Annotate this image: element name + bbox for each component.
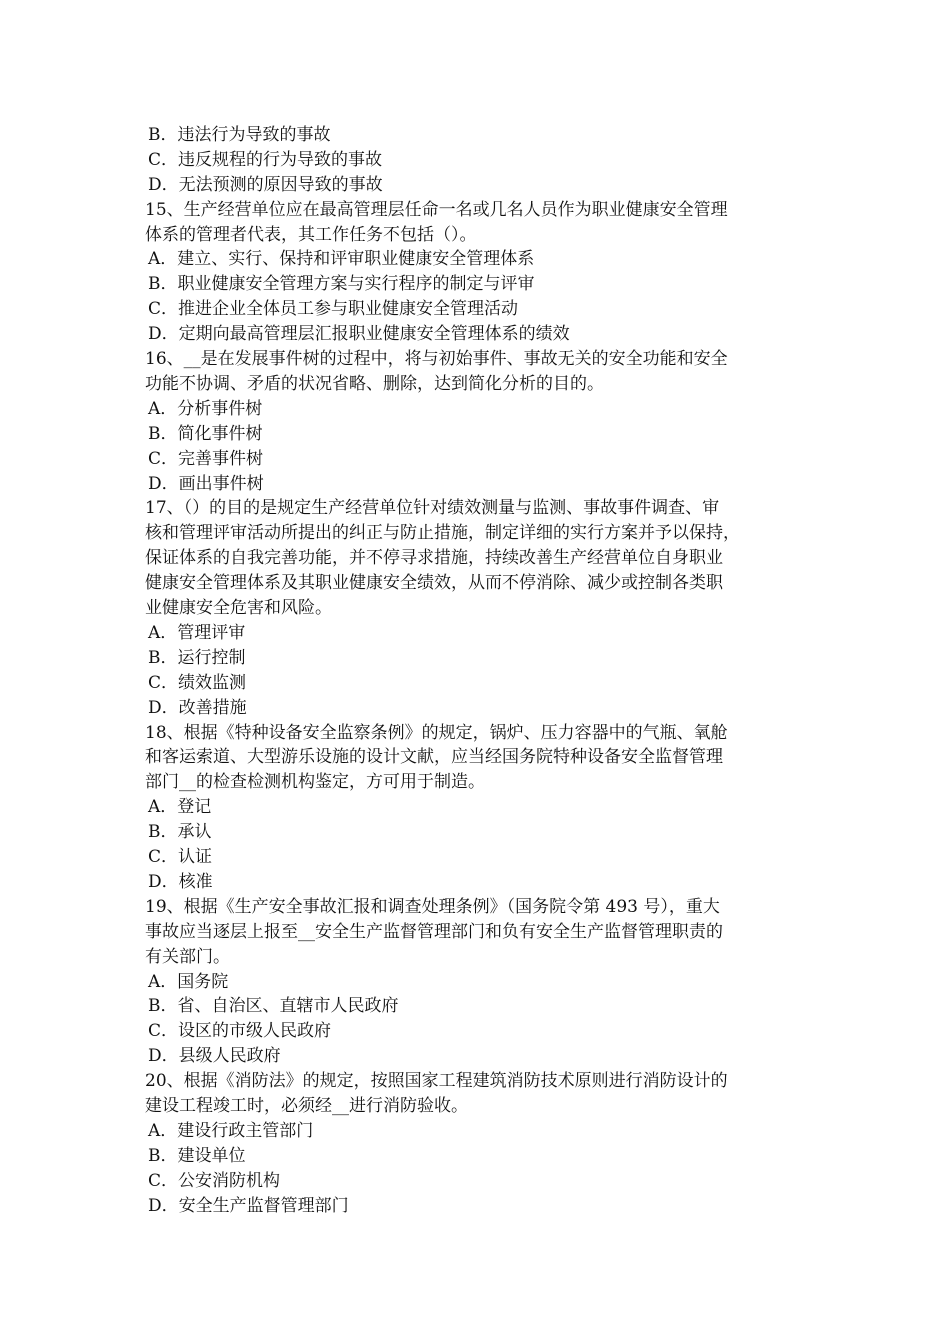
answer-option-line: B．建设单位 — [148, 1145, 246, 1166]
question-text-line: 体系的管理者代表，其工作任务不包括（）。 — [145, 224, 477, 245]
answer-option-line: D．县级人民政府 — [148, 1046, 281, 1067]
question-text-line: 15、生产经营单位应在最高管理层任命一名或几名人员作为职业健康安全管理 — [145, 199, 728, 220]
question-text-line: 健康安全管理体系及其职业健康安全绩效，从而不停消除、减少或控制各类职 — [145, 573, 723, 594]
question-text-line: 20、根据《消防法》的规定，按照国家工程建筑消防技术原则进行消防设计的 — [145, 1071, 728, 1092]
answer-option-line: D．无法预测的原因导致的事故 — [148, 174, 383, 195]
answer-option-line: A．分析事件树 — [148, 398, 263, 419]
document-page — [145, 123, 813, 1218]
answer-option-line: B．承认 — [148, 822, 212, 843]
question-text-line: 建设工程竣工时，必须经__进行消防验收。 — [145, 1095, 468, 1116]
question-text-line: 19、根据《生产安全事故汇报和调查处理条例》（国务院令第 493 号），重大 — [145, 896, 720, 917]
answer-option-line: C．违反规程的行为导致的事故 — [148, 149, 383, 170]
answer-option-line: D．核准 — [148, 871, 213, 892]
answer-option-line: D．改善措施 — [148, 697, 247, 718]
answer-option-line: B．违法行为导致的事故 — [148, 125, 331, 145]
answer-option-line: D．安全生产监督管理部门 — [148, 1195, 349, 1216]
answer-option-line: A．登记 — [148, 797, 212, 818]
answer-option-line: B．职业健康安全管理方案与实行程序的制定与评审 — [148, 274, 535, 295]
answer-option-line: C．认证 — [148, 847, 213, 868]
answer-option-line: B．运行控制 — [148, 647, 246, 668]
question-text-line: 18、根据《特种设备安全监察条例》的规定，锅炉、压力容器中的气瓶、氧舱 — [145, 722, 728, 743]
answer-option-line: B．简化事件树 — [148, 423, 263, 444]
question-text-line: 业健康安全危害和风险。 — [145, 598, 332, 619]
answer-option-line: B．省、自治区、直辖市人民政府 — [148, 996, 399, 1017]
answer-option-line: A．建立、实行、保持和评审职业健康安全管理体系 — [148, 249, 535, 270]
question-text-line: 17、（）的目的是规定生产经营单位针对绩效测量与监测、事故事件调查、审 — [145, 498, 720, 519]
answer-option-line: A．国务院 — [148, 971, 229, 992]
answer-option-line: C．设区的市级人民政府 — [148, 1021, 332, 1042]
answer-option-line: C．完善事件树 — [148, 448, 264, 469]
question-text-line: 16、__是在发展事件树的过程中，将与初始事件、事故无关的安全功能和安全 — [145, 349, 728, 370]
answer-option-line: C．公安消防机构 — [148, 1170, 281, 1191]
answer-option-line: A．管理评审 — [148, 622, 246, 643]
question-text-line: 和客运索道、大型游乐设施的设计文献，应当经国务院特种设备安全监督管理 — [145, 747, 723, 768]
question-text-line: 事故应当逐层上报至__安全生产监督管理部门和负有安全生产监督管理职责的 — [145, 921, 723, 942]
answer-option-line: D．画出事件树 — [148, 473, 264, 494]
question-text-line: 保证体系的自我完善功能，并不停寻求措施，持续改善生产经营单位自身职业 — [145, 548, 723, 569]
question-text-line: 功能不协调、矛盾的状况省略、删除，达到简化分析的目的。 — [145, 373, 604, 394]
answer-option-line: A．建设行政主管部门 — [148, 1120, 314, 1141]
answer-option-line: C．推进企业全体员工参与职业健康安全管理活动 — [148, 299, 519, 320]
question-text-line: 有关部门。 — [145, 946, 230, 967]
question-text-line: 核和管理评审活动所提出的纠正与防止措施，制定详细的实行方案并予以保持， — [145, 523, 740, 544]
question-text-line: 部门__的检查检测机构鉴定，方可用于制造。 — [145, 772, 485, 793]
answer-option-line: D．定期向最高管理层汇报职业健康安全管理体系的绩效 — [148, 324, 570, 345]
answer-option-line: C．绩效监测 — [148, 672, 247, 693]
